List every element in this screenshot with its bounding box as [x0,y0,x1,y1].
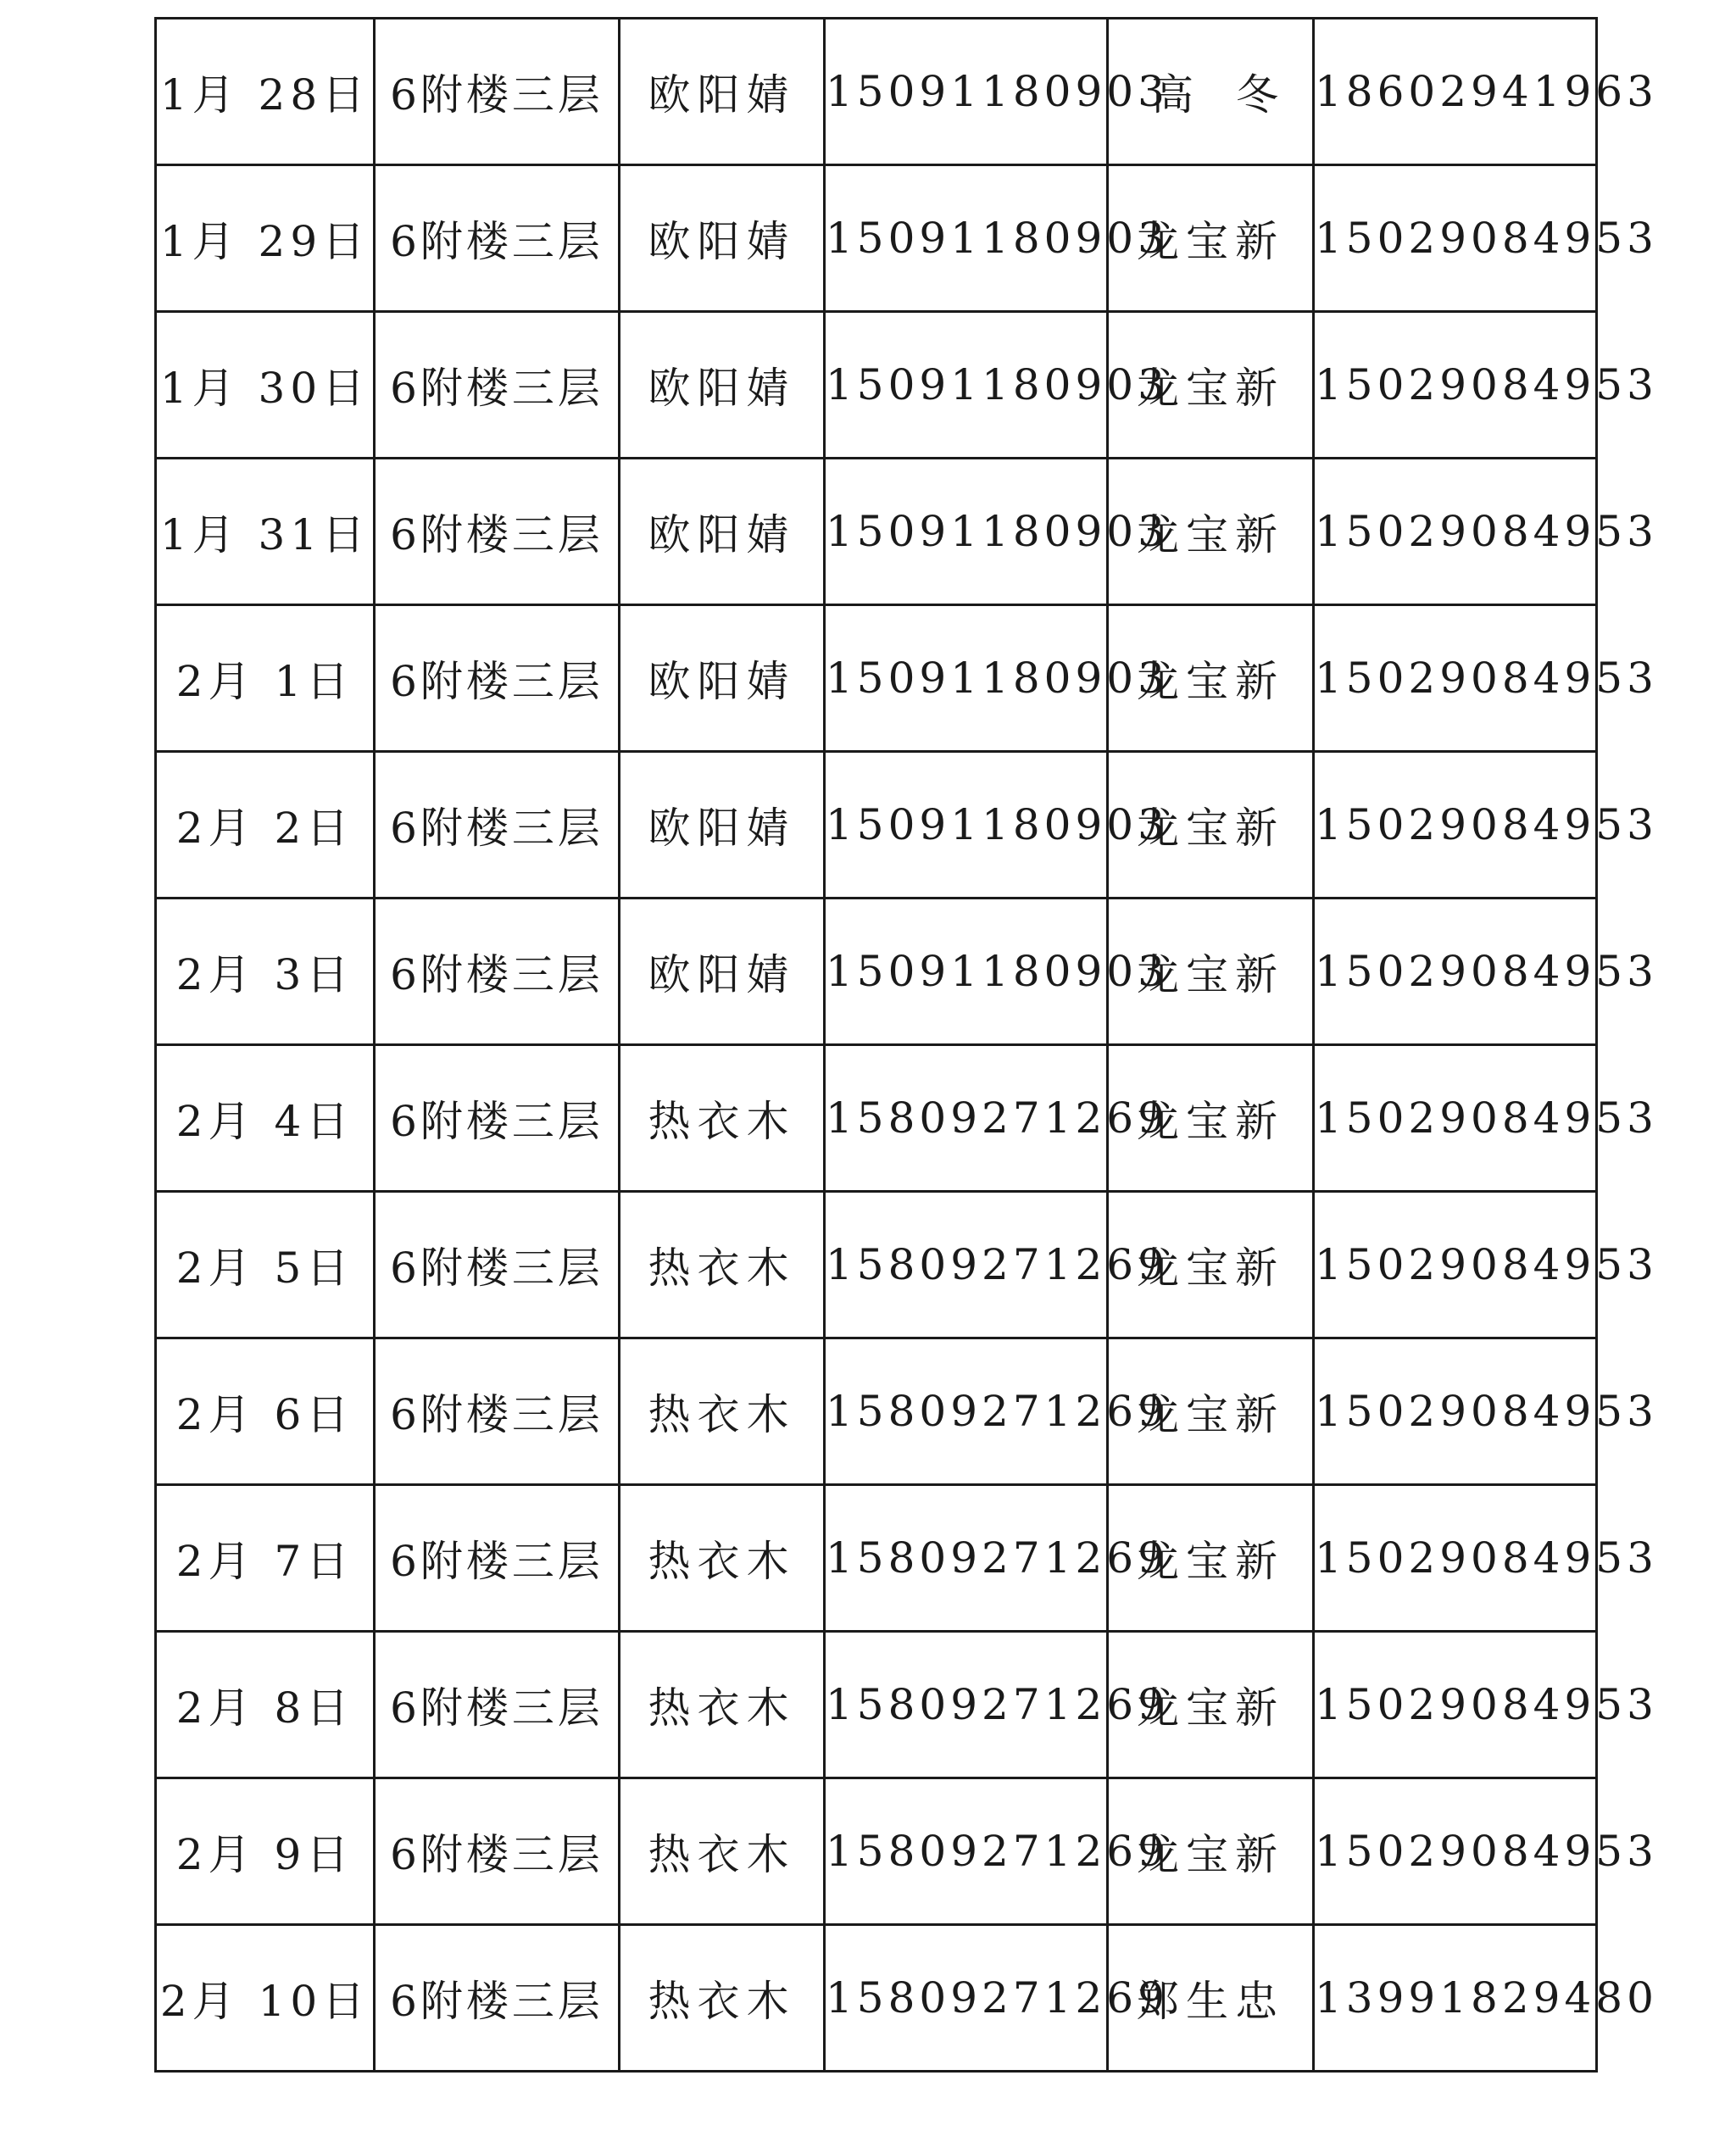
duty-person-name-cell: 热衣木 [620,1778,825,1925]
leader-name-cell: 龙宝新 [1108,312,1314,459]
duty-person-phone-cell: 15091180903 [825,165,1108,312]
leader-phone-cell: 15029084953 [1314,605,1597,752]
duty-person-name-cell: 欧阳婧 [620,165,825,312]
leader-phone-cell: 15029084953 [1314,1778,1597,1925]
location-cell: 6附楼三层 [375,312,620,459]
duty-person-name-cell: 欧阳婧 [620,459,825,605]
date-cell: 2月 10日 [156,1925,375,2072]
duty-person-name-cell: 热衣木 [620,1485,825,1632]
leader-phone-cell: 15029084953 [1314,312,1597,459]
leader-name-cell: 龙宝新 [1108,165,1314,312]
duty-person-name-cell: 欧阳婧 [620,312,825,459]
duty-person-name-cell: 欧阳婧 [620,752,825,899]
leader-phone-cell: 15029084953 [1314,1192,1597,1338]
date-cell: 1月 29日 [156,165,375,312]
leader-phone-cell: 15029084953 [1314,1338,1597,1485]
leader-name-cell: 龙宝新 [1108,1778,1314,1925]
leader-name-cell: 龙宝新 [1108,752,1314,899]
location-cell: 6附楼三层 [375,459,620,605]
duty-schedule-table [154,17,1658,2073]
leader-phone-cell: 15029084953 [1314,1485,1597,1632]
leader-name-cell: 龙宝新 [1108,1192,1314,1338]
leader-name-cell: 龙宝新 [1108,1632,1314,1778]
date-cell: 2月 2日 [156,752,375,899]
location-cell: 6附楼三层 [375,1338,620,1485]
leader-name-cell: 龙宝新 [1108,1485,1314,1632]
location-cell: 6附楼三层 [375,165,620,312]
duty-person-phone-cell: 15091180903 [825,19,1108,165]
table-row [156,1338,1597,1485]
duty-person-phone-cell: 15809271269 [825,1045,1108,1192]
leader-phone-cell: 15029084953 [1314,165,1597,312]
location-cell: 6附楼三层 [375,1925,620,2072]
duty-person-phone-cell: 15091180903 [825,605,1108,752]
location-cell: 6附楼三层 [375,899,620,1045]
date-cell: 2月 6日 [156,1338,375,1485]
leader-name-cell: 高冬 [1108,19,1314,165]
location-cell: 6附楼三层 [375,19,620,165]
location-cell: 6附楼三层 [375,1778,620,1925]
table-row [156,1632,1597,1778]
leader-phone-cell: 15029084953 [1314,899,1597,1045]
leader-name-cell: 龙宝新 [1108,459,1314,605]
leader-phone-cell: 15029084953 [1314,459,1597,605]
duty-person-name-cell: 欧阳婧 [620,899,825,1045]
location-cell: 6附楼三层 [375,1045,620,1192]
leader-name-cell: 郑生忠 [1108,1925,1314,2072]
duty-person-phone-cell: 15809271269 [825,1632,1108,1778]
leader-phone-cell: 15029084953 [1314,1632,1597,1778]
duty-person-phone-cell: 15809271269 [825,1925,1108,2072]
leader-name-cell: 龙宝新 [1108,605,1314,752]
duty-person-phone-cell: 15091180903 [825,752,1108,899]
date-cell: 2月 9日 [156,1778,375,1925]
duty-person-phone-cell: 15809271269 [825,1778,1108,1925]
leader-phone-cell: 15029084953 [1314,752,1597,899]
date-cell: 2月 3日 [156,899,375,1045]
date-cell: 1月 28日 [156,19,375,165]
leader-phone-cell: 15029084953 [1314,1045,1597,1192]
table-row [156,1778,1597,1925]
leader-name-cell: 龙宝新 [1108,899,1314,1045]
leader-phone-cell: 13991829480 [1314,1925,1597,2072]
date-cell: 2月 8日 [156,1632,375,1778]
duty-person-name-cell: 热衣木 [620,1632,825,1778]
duty-person-phone-cell: 15091180903 [825,312,1108,459]
duty-person-name-cell: 欧阳婧 [620,19,825,165]
table-row [156,1485,1597,1632]
leader-phone-cell: 18602941963 [1314,19,1597,165]
table-row [156,605,1597,752]
duty-person-phone-cell: 15809271269 [825,1485,1108,1632]
table-row [156,19,1597,165]
leader-name-cell: 龙宝新 [1108,1045,1314,1192]
duty-person-name-cell: 欧阳婧 [620,605,825,752]
date-cell: 2月 4日 [156,1045,375,1192]
location-cell: 6附楼三层 [375,1632,620,1778]
duty-person-name-cell: 热衣木 [620,1045,825,1192]
date-cell: 2月 5日 [156,1192,375,1338]
table-row [156,1192,1597,1338]
table-row [156,752,1597,899]
location-cell: 6附楼三层 [375,605,620,752]
table-row [156,1045,1597,1192]
location-cell: 6附楼三层 [375,1485,620,1632]
duty-person-name-cell: 热衣木 [620,1338,825,1485]
date-cell: 2月 1日 [156,605,375,752]
leader-name-cell: 龙宝新 [1108,1338,1314,1485]
duty-person-phone-cell: 15091180903 [825,899,1108,1045]
location-cell: 6附楼三层 [375,1192,620,1338]
table-row [156,165,1597,312]
table-row [156,899,1597,1045]
duty-person-name-cell: 热衣木 [620,1192,825,1338]
duty-person-phone-cell: 15809271269 [825,1338,1108,1485]
location-cell: 6附楼三层 [375,752,620,899]
date-cell: 1月 31日 [156,459,375,605]
duty-person-name-cell: 热衣木 [620,1925,825,2072]
table-row [156,459,1597,605]
duty-person-phone-cell: 15091180903 [825,459,1108,605]
duty-person-phone-cell: 15809271269 [825,1192,1108,1338]
date-cell: 1月 30日 [156,312,375,459]
date-cell: 2月 7日 [156,1485,375,1632]
table-row [156,1925,1597,2072]
schedule-body [156,19,1658,2072]
table-row [156,312,1597,459]
